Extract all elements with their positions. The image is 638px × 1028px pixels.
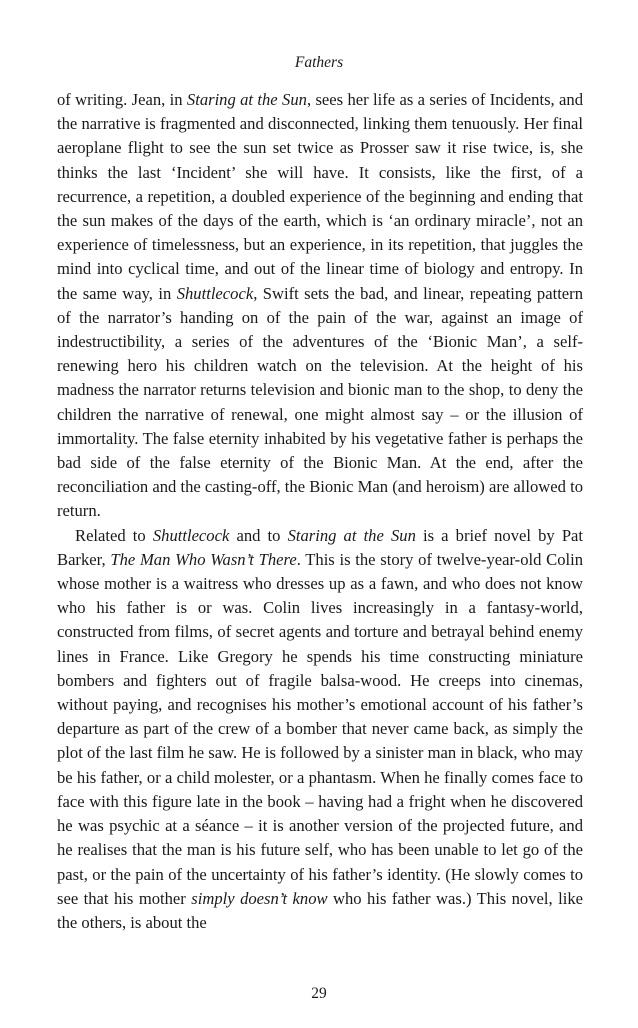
paragraph [57, 524, 583, 935]
text-run: who his father was.) This novel, like the others, is about the [57, 888, 583, 932]
italic-title: Shuttlecock [152, 525, 230, 545]
paragraph [57, 88, 583, 524]
italic-title: simply doesn’t know [191, 888, 328, 908]
text-run: and to [229, 525, 288, 545]
body-text [57, 88, 583, 935]
italic-title: Staring at the Sun [287, 525, 416, 545]
italic-title: Shuttlecock [176, 283, 254, 303]
italic-title: Staring at the Sun [186, 90, 307, 109]
text-run: , sees her life as a series of Incidents, and the narrative is fragmented and disconnected, linking them tenuously. Her final aeroplane flight to see the sun set twice as Prosser saw it rise twice, is, she thinks the last ‘Incident’ she will have. It consists, like the first, of a recurrence, a repetition, a doubled experience of the beginning and ending that the sun makes of the days of the earth, which is ‘an ordinary miracle’, not an experience of timelessness, but an experience, in its repetition, that juggles the mind into cyclical time, and out of the linear time of biology and entropy. In the same way, in [57, 90, 584, 303]
running-head: Fathers [294, 54, 344, 71]
italic-title: The Man Who Wasn’t There [110, 549, 297, 569]
text-run: of writing. Jean, in [57, 90, 187, 109]
page-number: 29 [311, 985, 327, 1002]
text-run: is a brief novel by Pat Barker, [57, 525, 584, 569]
text-run: . This is the story of twelve-year-old Colin whose mother is a waitress who dresses up as a fawn, and who does not know who his father is or was. Colin lives increasingly in a fantasy-world, constructed from films, of secret agents and torture and betrayal behind enemy lines in France. Like Gregory he spends his time constructing miniature bombers and fighters out of fragile balsa-wood. He creeps into cinemas, without paying, and recognises his mother’s emotional account of his father’s departure as part of the crew of a bomber that never came back, as simply the plot of the last film he saw. He is followed by a sinister man in black, who may be his father, or a child molester, or a phantasm. When he finally comes face to face with this figure late in the book – having had a fright when he discovered he was psychic at a séance – it is another version of the projected future, and he realises that the man is his future self, who has been unable to let go of the past, or the pain of the uncertainty of his father’s identity. (He slowly comes to see that his mother [57, 549, 584, 908]
text-run: , Swift sets the bad, and linear, repeating pattern of the narrator’s handing on of the pain of the war, against an image of indestructibility, a series of the adventures of the ‘Bionic Man’, a self-renewing hero his children watch on the television. At the height of his madness the narrator returns television and bionic man to the shop, to deny the children the narrative of renewal, one might almost say – or the illusion of immortality. The false eternity inhabited by his vegetative father is perhaps the bad side of the false eternity of the Bionic Man. At the end, after the reconciliation and the casting-off, the Bionic Man (and heroism) are allowed to return. [57, 283, 583, 521]
text-run: Related to [75, 525, 153, 545]
